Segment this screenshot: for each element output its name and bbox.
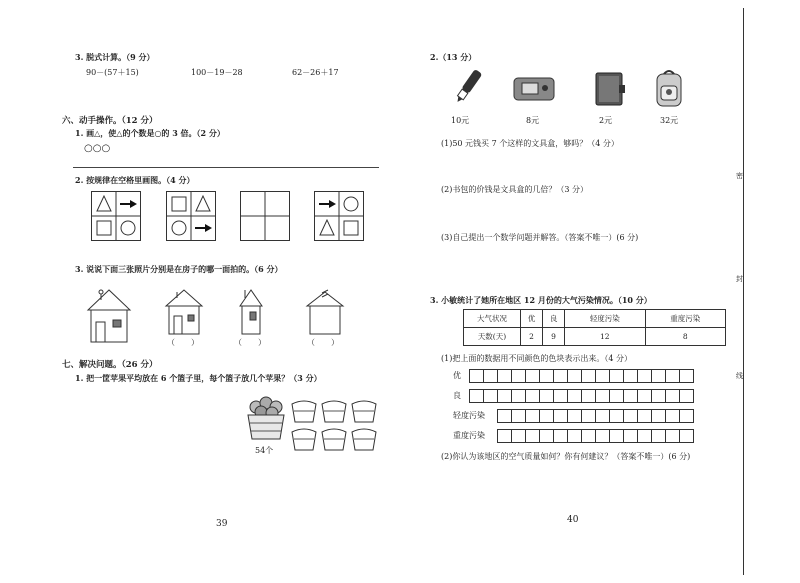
table-cell: 天数(天) bbox=[464, 328, 521, 346]
calc-expr-1: 90－(57＋15) bbox=[86, 68, 139, 77]
table-cell: 9 bbox=[543, 328, 565, 346]
table-row bbox=[464, 328, 726, 346]
q2-sub1: (1)50 元钱买 7 个这样的文具盒，够吗？（4 分） bbox=[441, 139, 619, 148]
bar-grid-heavy[interactable] bbox=[498, 429, 694, 443]
page-number-right: 40 bbox=[567, 515, 579, 525]
circles-row: ○○○ bbox=[84, 143, 111, 154]
table-header-cell: 良 bbox=[543, 310, 565, 328]
bar-label-excellent: 优 bbox=[453, 371, 461, 380]
house-illustration bbox=[84, 286, 134, 346]
pattern-box-1 bbox=[91, 191, 141, 241]
calc-expr-3: 62－26＋17 bbox=[292, 68, 339, 77]
table-header-cell: 大气状况 bbox=[464, 310, 521, 328]
q2-title: 2.（13 分） bbox=[430, 52, 477, 62]
bar-label-good: 良 bbox=[453, 391, 461, 400]
photo-view-3 bbox=[304, 288, 346, 338]
q3-sub2: (2)你认为该地区的空气质量如何？你有何建议？（答案不唯一）(6 分) bbox=[441, 452, 691, 461]
q3-pollution-title: 3. 小敏统计了她所在地区 12 月份的大气污染情况。（10 分） bbox=[430, 295, 652, 305]
pollution-table bbox=[463, 309, 726, 346]
backpack-icon bbox=[651, 68, 687, 110]
price-pencil-box: 8元 bbox=[526, 116, 540, 125]
answer-line bbox=[73, 167, 379, 168]
margin-label-mi: 密 bbox=[736, 172, 743, 180]
table-cell: 2 bbox=[521, 328, 543, 346]
table-cell: 8 bbox=[645, 328, 725, 346]
binding-line bbox=[743, 8, 744, 575]
bar-grid-light[interactable] bbox=[498, 409, 694, 423]
bar-grid-excellent[interactable] bbox=[470, 369, 694, 383]
price-backpack: 32元 bbox=[660, 116, 679, 125]
apple-basket-icon bbox=[244, 393, 288, 441]
pen-icon bbox=[452, 66, 484, 106]
q2-sub2: (2)书包的价钱是文具盒的几倍？（3 分） bbox=[441, 185, 588, 194]
table-cell: 12 bbox=[565, 328, 645, 346]
apple-count: 54个 bbox=[255, 446, 274, 455]
photo-view-1 bbox=[163, 288, 205, 338]
q2-sub3: (3)自己提出一个数学问题并解答。（答案不唯一）(6 分) bbox=[441, 233, 639, 242]
sec6-q3-title: 3. 说说下面三张照片分别是在房子的哪一面拍的。（6 分） bbox=[75, 264, 283, 274]
bar-label-light: 轻度污染 bbox=[453, 411, 485, 420]
notebook-icon bbox=[593, 71, 627, 109]
bar-label-heavy: 重度污染 bbox=[453, 431, 485, 440]
answer-blank-3: （ ） bbox=[307, 338, 339, 347]
price-pen: 10元 bbox=[451, 116, 470, 125]
table-header-cell: 优 bbox=[521, 310, 543, 328]
bar-grid-good[interactable] bbox=[470, 389, 694, 403]
pattern-box-blank bbox=[240, 191, 290, 241]
sec7-q1-title: 1. 把一筐苹果平均放在 6 个篮子里，每个篮子放几个苹果？（3 分） bbox=[75, 373, 322, 383]
q3-calc-title: 3. 脱式计算。（9 分） bbox=[75, 52, 155, 62]
price-notebook: 2元 bbox=[599, 116, 613, 125]
answer-blank-1: （ ） bbox=[167, 338, 199, 347]
pattern-box-2 bbox=[166, 191, 216, 241]
section-6-title: 六、动手操作。（12 分） bbox=[62, 116, 158, 126]
table-header-cell: 重度污染 bbox=[645, 310, 725, 328]
table-header-cell: 轻度污染 bbox=[565, 310, 645, 328]
margin-label-xian: 线 bbox=[736, 372, 743, 380]
answer-blank-2: （ ） bbox=[234, 338, 266, 347]
photo-view-2 bbox=[236, 286, 266, 338]
table-header-row bbox=[464, 310, 726, 328]
page-number-left: 39 bbox=[216, 519, 228, 529]
q3-sub1: (1)把上面的数据用不同颜色的色块表示出来。（4 分） bbox=[441, 354, 632, 363]
sec6-q1-title: 1. 画△，使△的个数是○的 3 倍。（2 分） bbox=[75, 128, 225, 138]
sec6-q2-title: 2. 按规律在空格里画图。（4 分） bbox=[75, 175, 195, 185]
section-7-title: 七、解决问题。（26 分） bbox=[62, 360, 158, 370]
pattern-box-4 bbox=[314, 191, 364, 241]
margin-label-feng: 封 bbox=[736, 275, 743, 283]
calc-expr-2: 100－19－28 bbox=[191, 68, 243, 77]
pencil-box-icon bbox=[512, 74, 556, 104]
empty-baskets bbox=[290, 400, 380, 456]
